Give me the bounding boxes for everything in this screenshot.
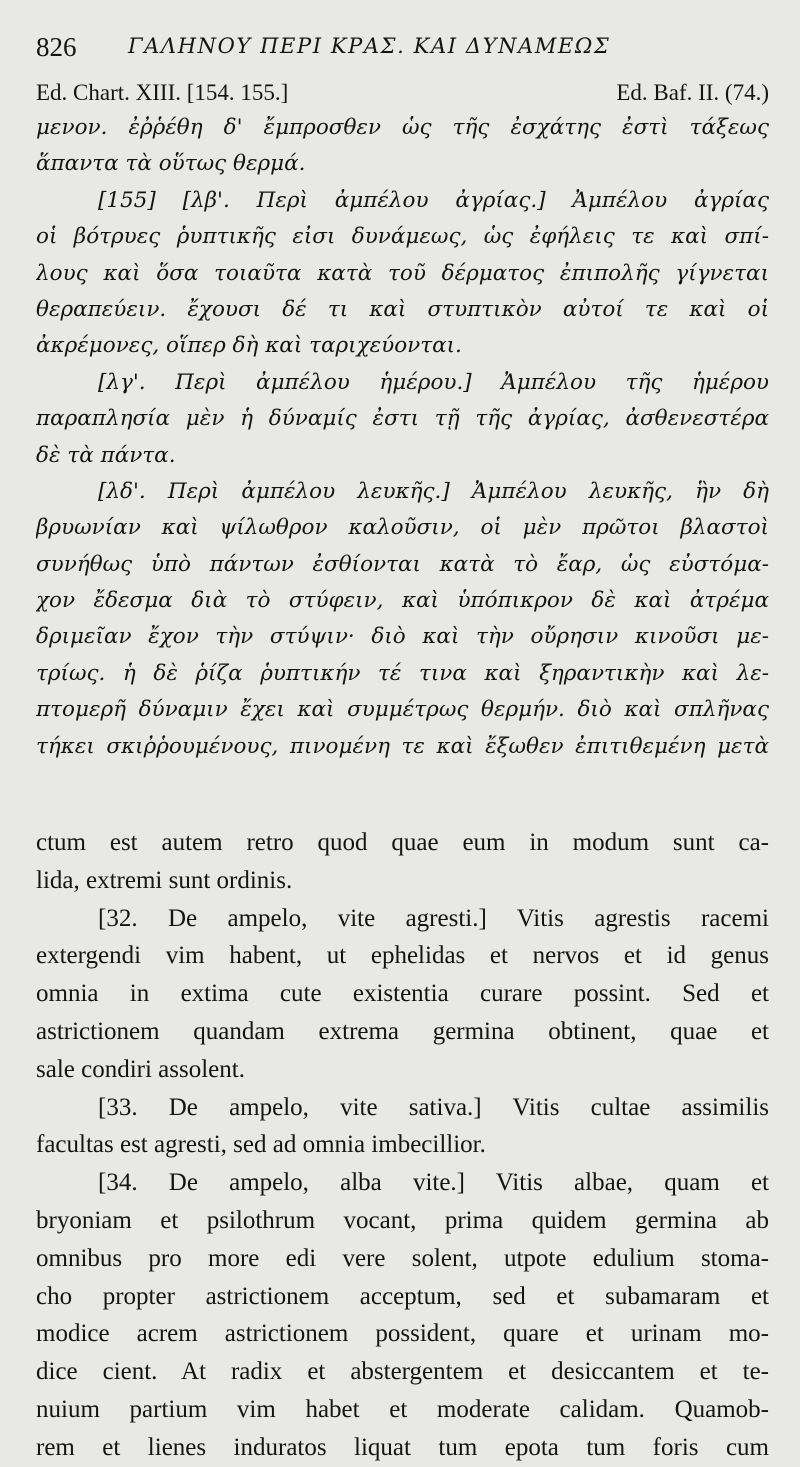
greek-line: [λδ'. Περὶ ἀμπέλου λευκῆς.] Ἀμπέλου λευκῆς, ἣν δὴ [98,478,769,504]
latin-line: ctum est autem retro quod quae eum in modum sunt ca- [36,829,769,856]
greek-line: [155] [λβ'. Περὶ ἀμπέλου ἀγρίας.] Ἀμπέλου ἀγρίας [98,187,769,213]
greek-line: παραπλησία μὲν ἡ δύναμίς ἐστι τῇ τῆς ἀγρίας, ἀσθενεστέρα [36,406,769,432]
edition-basel: Ed. Baf. II. (74.) [616,80,769,105]
latin-line: [33. De ampelo, vite sativa.] Vitis cultae assimilis [98,1093,769,1121]
greek-line: δριμεῖαν ἔχον τὴν στύψιν· διὸ καὶ τὴν οὔρησιν κινοῦσι με- [36,624,769,650]
latin-text [36,824,769,1467]
greek-line: πτομερῆ δύναμιν ἔχει καὶ συμμέτρως θερμήν. διὸ καὶ σπλῆνας [36,697,769,723]
latin-line: cho propter astrictionem acceptum, sed et subamaram et [36,1282,769,1310]
greek-line: [λγ'. Περὶ ἀμπέλου ἡμέρου.] Ἀμπέλου τῆς ἡμέρου [98,369,769,395]
greek-line: δὲ τὰ πάντα. [36,442,176,468]
greek-line: λους καὶ ὅσα τοιαῦτα κατὰ τοῦ δέρματος ἐπιπολῆς γίγνεται [36,260,769,286]
page-number: 826 [36,32,77,62]
greek-line: τήκει σκιῤῥουμένους, πινομένη τε καὶ ἔξωθεν ἐπιτιθεμένη μετὰ [36,733,769,759]
greek-text [36,110,769,765]
running-title: ΓΑΛΗΝΟΥ ΠΕΡΙ ΚΡΑΣ. ΚΑΙ ΔΥΝΑΜΕΩΣ [128,34,611,58]
greek-line: οἱ βότρυες ῥυπτικῆς εἰσι δυνάμεως, ὡς ἐφήλεις τε καὶ σπί- [36,224,769,250]
greek-line: ἅπαντα τὰ οὕτως θερμά. [36,151,306,177]
greek-line: συνήθως ὑπὸ πάντων ἐσθίονται κατὰ τὸ ἔαρ, ὡς εὐστόμα- [36,551,769,577]
latin-line: facultas est agresti, sed ad omnia imbecillior. [36,1131,486,1159]
latin-line: rem et lienes induratos liquat tum epota tum foris cum [36,1433,769,1461]
greek-line: βρυωνίαν καὶ ψίλωθρον καλοῦσιν, οἱ μὲν πρῶτοι βλαστοὶ [36,515,769,541]
greek-line: θεραπεύειν. ἔχουσι δέ τι καὶ στυπτικὸν αὐτοί τε καὶ οἱ [36,296,769,322]
latin-line: sale condiri assolent. [36,1055,245,1083]
latin-line: omnia in extima cute existentia curare possint. Sed et [36,980,769,1008]
running-head [36,28,776,68]
latin-line: extergendi vim habent, ut ephelidas et nervos et id genus [36,942,769,970]
latin-line: dice cient. At radix et abstergentem et desiccantem et te- [36,1358,769,1386]
greek-line: μενον. ἐῤῥέθη δ' ἔμπροσθεν ὡς τῆς ἐσχάτης ἐστὶ τάξεως [36,115,769,140]
greek-line: ἀκρέμονες, οἵπερ δὴ καὶ ταριχεύονται. [36,333,462,359]
edition-reference [36,80,769,112]
latin-line: [32. De ampelo, vite agresti.] Vitis agrestis racemi [98,904,769,932]
latin-line: astrictionem quandam extrema germina obtinent, quae et [36,1017,769,1045]
latin-line: modice acrem astrictionem possident, quare et urinam mo- [36,1320,769,1348]
greek-line: χον ἔδεσμα διὰ τὸ στύφειν, καὶ ὑπόπικρον δὲ καὶ ἀτρέμα [36,588,769,614]
edition-chartier: Ed. Chart. XIII. [154. 155.] [36,80,289,105]
latin-line: omnibus pro more edi vere solent, utpote edulium stoma- [36,1244,769,1272]
latin-line: [34. De ampelo, alba vite.] Vitis albae, quam et [98,1169,769,1197]
latin-line: nuium partium vim habet et moderate calidam. Quamob- [36,1395,769,1423]
latin-line: bryoniam et psilothrum vocant, prima quidem germina ab [36,1206,769,1234]
greek-line: τρίως. ἡ δὲ ῥίζα ῥυπτικήν τέ τινα καὶ ξηραντικὴν καὶ λε- [36,660,769,686]
latin-line: lida, extremi sunt ordinis. [36,866,293,894]
